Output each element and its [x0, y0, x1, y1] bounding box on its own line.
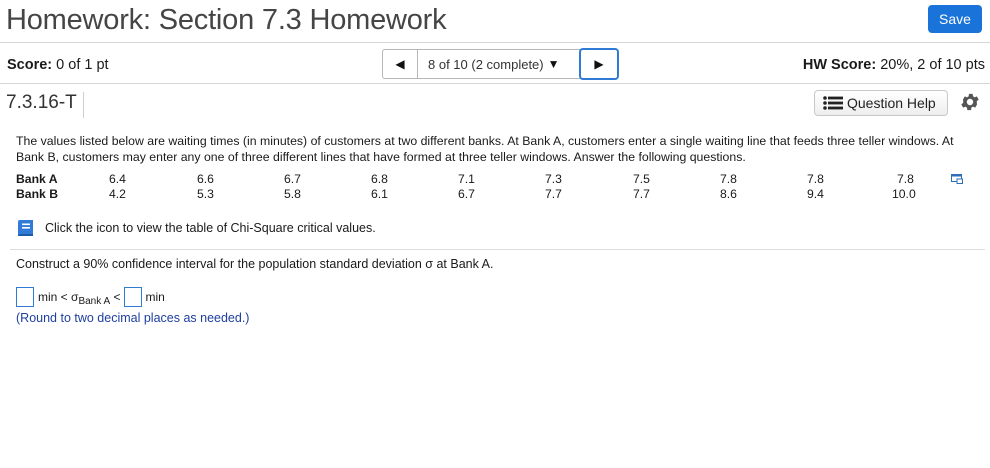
- chi-square-table-link[interactable]: [16, 219, 376, 237]
- question-selector[interactable]: [418, 49, 580, 79]
- table-cell: 7.8: [720, 172, 737, 186]
- table-cell: 6.6: [197, 172, 214, 186]
- score-bar: [0, 44, 990, 84]
- table-cell: 4.2: [109, 187, 126, 201]
- question-prompt: Construct a 90% confidence interval for the population standard deviation σ at Bank A.: [16, 257, 494, 271]
- table-cell: 10.0: [892, 187, 916, 201]
- gear-icon[interactable]: [959, 91, 981, 113]
- score-label: Score:: [7, 57, 53, 73]
- question-help-button[interactable]: [814, 90, 948, 116]
- table-row: [16, 172, 971, 187]
- list-icon: [823, 96, 843, 110]
- waiting-times-table: [16, 172, 971, 202]
- question-bar: [0, 85, 990, 121]
- upper-bound-input[interactable]: [124, 287, 142, 307]
- hw-score: [803, 57, 985, 73]
- title-bar: [0, 0, 990, 43]
- unit-min: min: [145, 290, 165, 304]
- table-cell: 7.3: [545, 172, 562, 186]
- unit-min-lt: min <: [38, 290, 68, 304]
- sigma-subscript: Bank A: [78, 296, 111, 307]
- problem-statement: The values listed below are waiting times (in minutes) of customers at two different banks. At Bank A, customers enter a single waiting line that feeds three teller windows. At Bank B, customers may enter any one of three different lines that have formed at three teller windows. Answer the following questions.: [16, 134, 954, 164]
- arrow-left-icon: ◀: [395, 57, 405, 71]
- chi-square-link-text: Click the icon to view the table of Chi-Square critical values.: [45, 221, 376, 235]
- question-score: [7, 57, 109, 73]
- sigma-symbol: σ: [71, 290, 79, 304]
- table-cell: 5.8: [284, 187, 301, 201]
- row-label: Bank A: [16, 172, 58, 186]
- caret-down-icon: ▼: [547, 57, 560, 71]
- answer-row: [16, 287, 168, 307]
- hw-score-label: HW Score:: [802, 57, 877, 73]
- question-id: 7.3.16-T: [6, 92, 84, 118]
- table-cell: 6.1: [371, 187, 388, 201]
- hw-score-value: 20%, 2 of 10 pts: [880, 57, 985, 73]
- question-selector-text: 8 of 10 (2 complete): [428, 56, 544, 72]
- less-than-symbol: <: [113, 290, 121, 304]
- question-help-label: Question Help: [847, 95, 936, 111]
- lower-bound-input[interactable]: [16, 287, 34, 307]
- copy-table-icon[interactable]: [951, 174, 963, 184]
- table-cell: 7.7: [633, 187, 650, 201]
- previous-question-button[interactable]: [382, 49, 418, 79]
- section-divider: [10, 249, 985, 250]
- table-cell: 7.7: [545, 187, 562, 201]
- table-row: [16, 187, 971, 202]
- table-cell: 7.8: [897, 172, 914, 186]
- table-cell: 5.3: [197, 187, 214, 201]
- table-cell: 8.6: [720, 187, 737, 201]
- next-question-button[interactable]: [579, 48, 619, 80]
- table-cell: 6.4: [109, 172, 126, 186]
- book-icon[interactable]: [16, 219, 36, 237]
- page-title: Homework: Section 7.3 Homework: [6, 4, 447, 36]
- question-navigator: [382, 49, 619, 79]
- table-cell: 6.8: [371, 172, 388, 186]
- table-cell: 7.1: [458, 172, 475, 186]
- table-cell: 7.5: [633, 172, 650, 186]
- table-cell: 6.7: [284, 172, 301, 186]
- rounding-note: (Round to two decimal places as needed.): [16, 311, 250, 325]
- save-button[interactable]: Save: [928, 5, 982, 33]
- arrow-right-icon: ▶: [594, 57, 604, 71]
- table-cell: 6.7: [458, 187, 475, 201]
- score-value: 0 of 1 pt: [56, 57, 109, 73]
- table-cell: 9.4: [807, 187, 824, 201]
- table-cell: 7.8: [807, 172, 824, 186]
- row-label: Bank B: [16, 187, 58, 201]
- unit-label: [38, 290, 121, 307]
